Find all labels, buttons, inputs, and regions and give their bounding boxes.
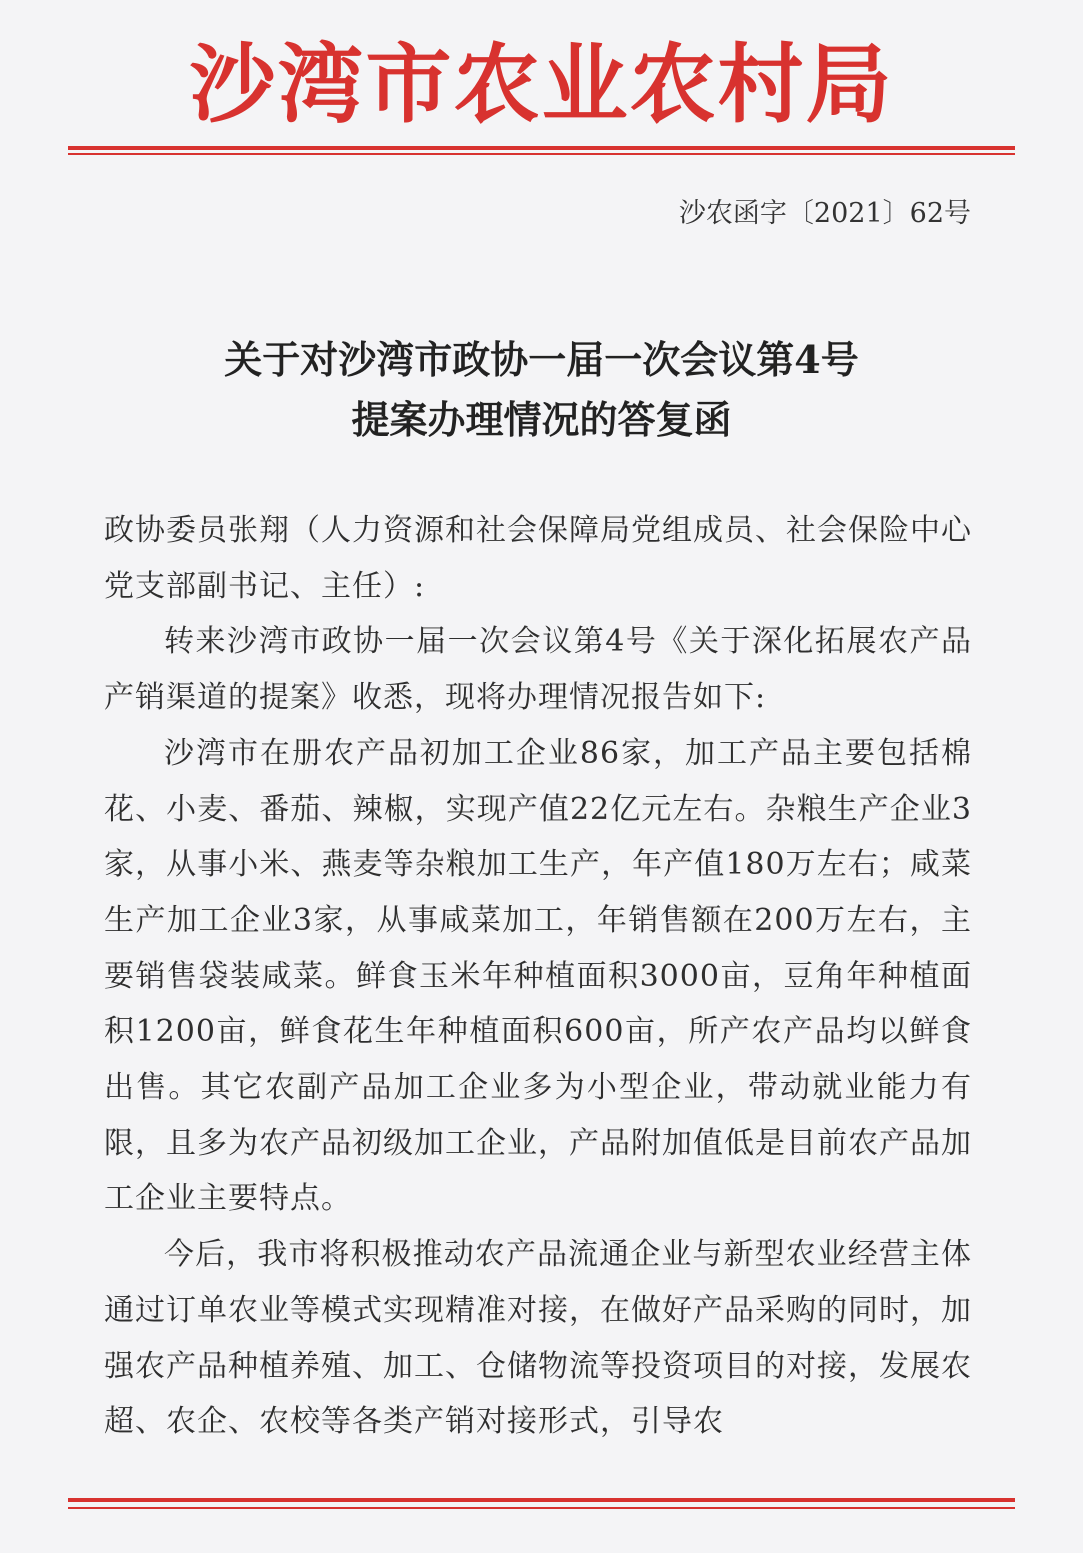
letterhead-title: 沙湾市农业农村局 [189,34,894,135]
document-number: 沙农函字〔2021〕62号 [678,198,971,229]
body-paragraph: 转来沙湾市政协一届一次会议第4号《关于深化拓展农产品产销渠道的提案》收悉，现将办理情况报告如下: [104,624,972,716]
document-title [80,330,1003,450]
title-line-1: 关于对沙湾市政协一届一次会议第4号 [224,337,859,382]
document-body [104,503,972,1450]
title-line-2: 提案办理情况的答复函 [351,397,732,442]
letterhead-divider-bottom [68,153,1015,155]
body-paragraph: 沙湾市在册农产品初加工企业86家，加工产品主要包括棉花、小麦、番茄、辣椒，实现产值22亿元左右。杂粮生产企业3家，从事小米、燕麦等杂粮加工生产，年产值180万左右；咸菜生产加工企业3家，从事咸菜加工，年销售额在200万左右，主要销售袋装咸菜。鲜食玉米年种植面积3000亩，豆角年种植面积1200亩，鲜食花生年种植面积600亩，所产农产品均以鲜食出售。其它农副产品加工企业多为小型企业，带动就业能力有限，且多为农产品初级加工企业，产品附加值低是目前农产品加工企业主要特点。 [104,735,972,1217]
footer-divider-bottom [68,1507,1015,1509]
footer-divider-top [68,1498,1015,1502]
letterhead-divider-top [68,146,1015,150]
body-paragraph: 今后，我市将积极推动农产品流通企业与新型农业经营主体通过订单农业等模式实现精准对接，在做好产品采购的同时，加强农产品种植养殖、加工、仓储物流等投资项目的对接，发展农超、农企、农校等各类产销对接形式，引导农 [104,1237,972,1440]
salutation: 政协委员张翔（人力资源和社会保障局党组成员、社会保险中心党支部副书记、主任）: [104,513,972,604]
